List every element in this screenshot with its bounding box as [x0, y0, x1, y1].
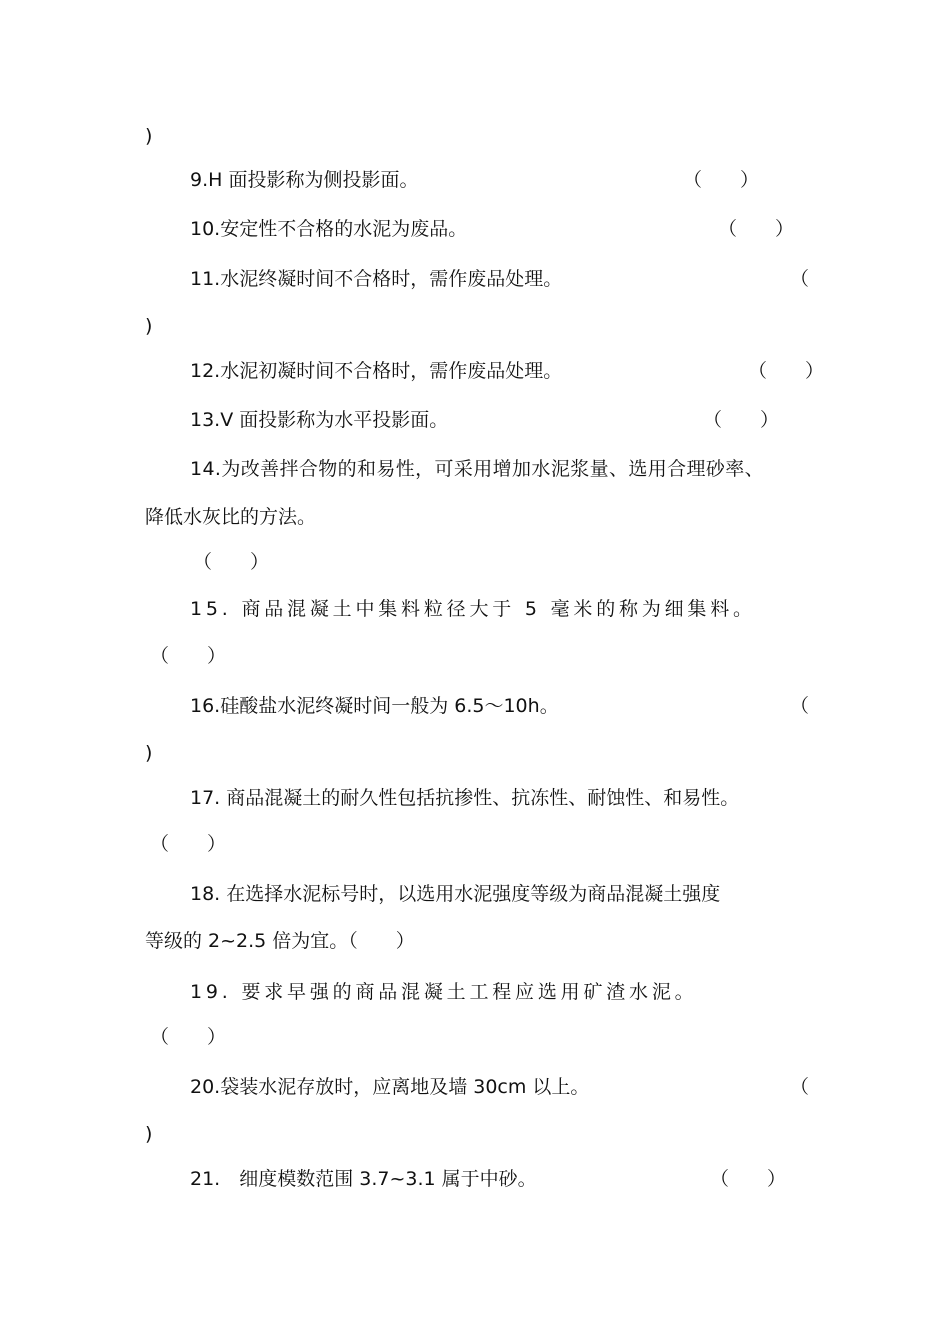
question-11: 11.水泥终凝时间不合格时，需作废品处理。	[190, 268, 563, 290]
question-12: 12.水泥初凝时间不合格时，需作废品处理。	[190, 360, 563, 382]
answer-bracket: （ ）	[683, 169, 760, 191]
question-13: 13.V 面投影称为水平投影面。	[190, 409, 449, 431]
question-18: 18. 在选择水泥标号时，以选用水泥强度等级为商品混凝土强度	[190, 883, 721, 905]
answer-bracket: （ ）	[710, 1168, 787, 1190]
question-14-continued: 降低水灰比的方法。	[145, 506, 317, 528]
answer-bracket: （ ）	[703, 409, 780, 431]
answer-bracket: （ ）	[193, 551, 270, 573]
answer-bracket: （ ）	[718, 218, 795, 240]
answer-bracket-close: )	[145, 1123, 153, 1145]
answer-bracket: （ ）	[150, 833, 227, 855]
text-line: )	[145, 125, 153, 147]
question-9: 9.H 面投影称为侧投影面。	[190, 169, 419, 191]
question-21: 21. 细度模数范围 3.7~3.1 属于中砂。	[190, 1168, 537, 1190]
answer-bracket: （ ）	[150, 645, 227, 667]
question-15: 15. 商品混凝土中集料粒径大于 5 毫米的称为细集料。	[190, 598, 756, 620]
question-19: 19. 要求早强的商品混凝土工程应选用矿渣水泥。	[190, 981, 698, 1003]
question-10: 10.安定性不合格的水泥为废品。	[190, 218, 468, 240]
answer-bracket-close: )	[145, 742, 153, 764]
question-20: 20.袋装水泥存放时，应离地及墙 30cm 以上。	[190, 1076, 590, 1098]
question-16: 16.硅酸盐水泥终凝时间一般为 6.5～10h。	[190, 695, 559, 717]
answer-bracket-open: （	[790, 695, 810, 717]
question-17: 17. 商品混凝土的耐久性包括抗掺性、抗冻性、耐蚀性、和易性。	[190, 787, 740, 809]
answer-bracket-open: （	[790, 268, 810, 290]
answer-bracket: （ ）	[748, 360, 825, 382]
answer-bracket-close: )	[145, 315, 153, 337]
answer-bracket-open: （	[790, 1076, 810, 1098]
question-18-continued: 等级的 2~2.5 倍为宜。（ ）	[145, 930, 415, 952]
question-14: 14.为改善拌合物的和易性，可采用增加水泥浆量、选用合理砂率、	[190, 458, 764, 480]
answer-bracket: （ ）	[150, 1026, 227, 1048]
